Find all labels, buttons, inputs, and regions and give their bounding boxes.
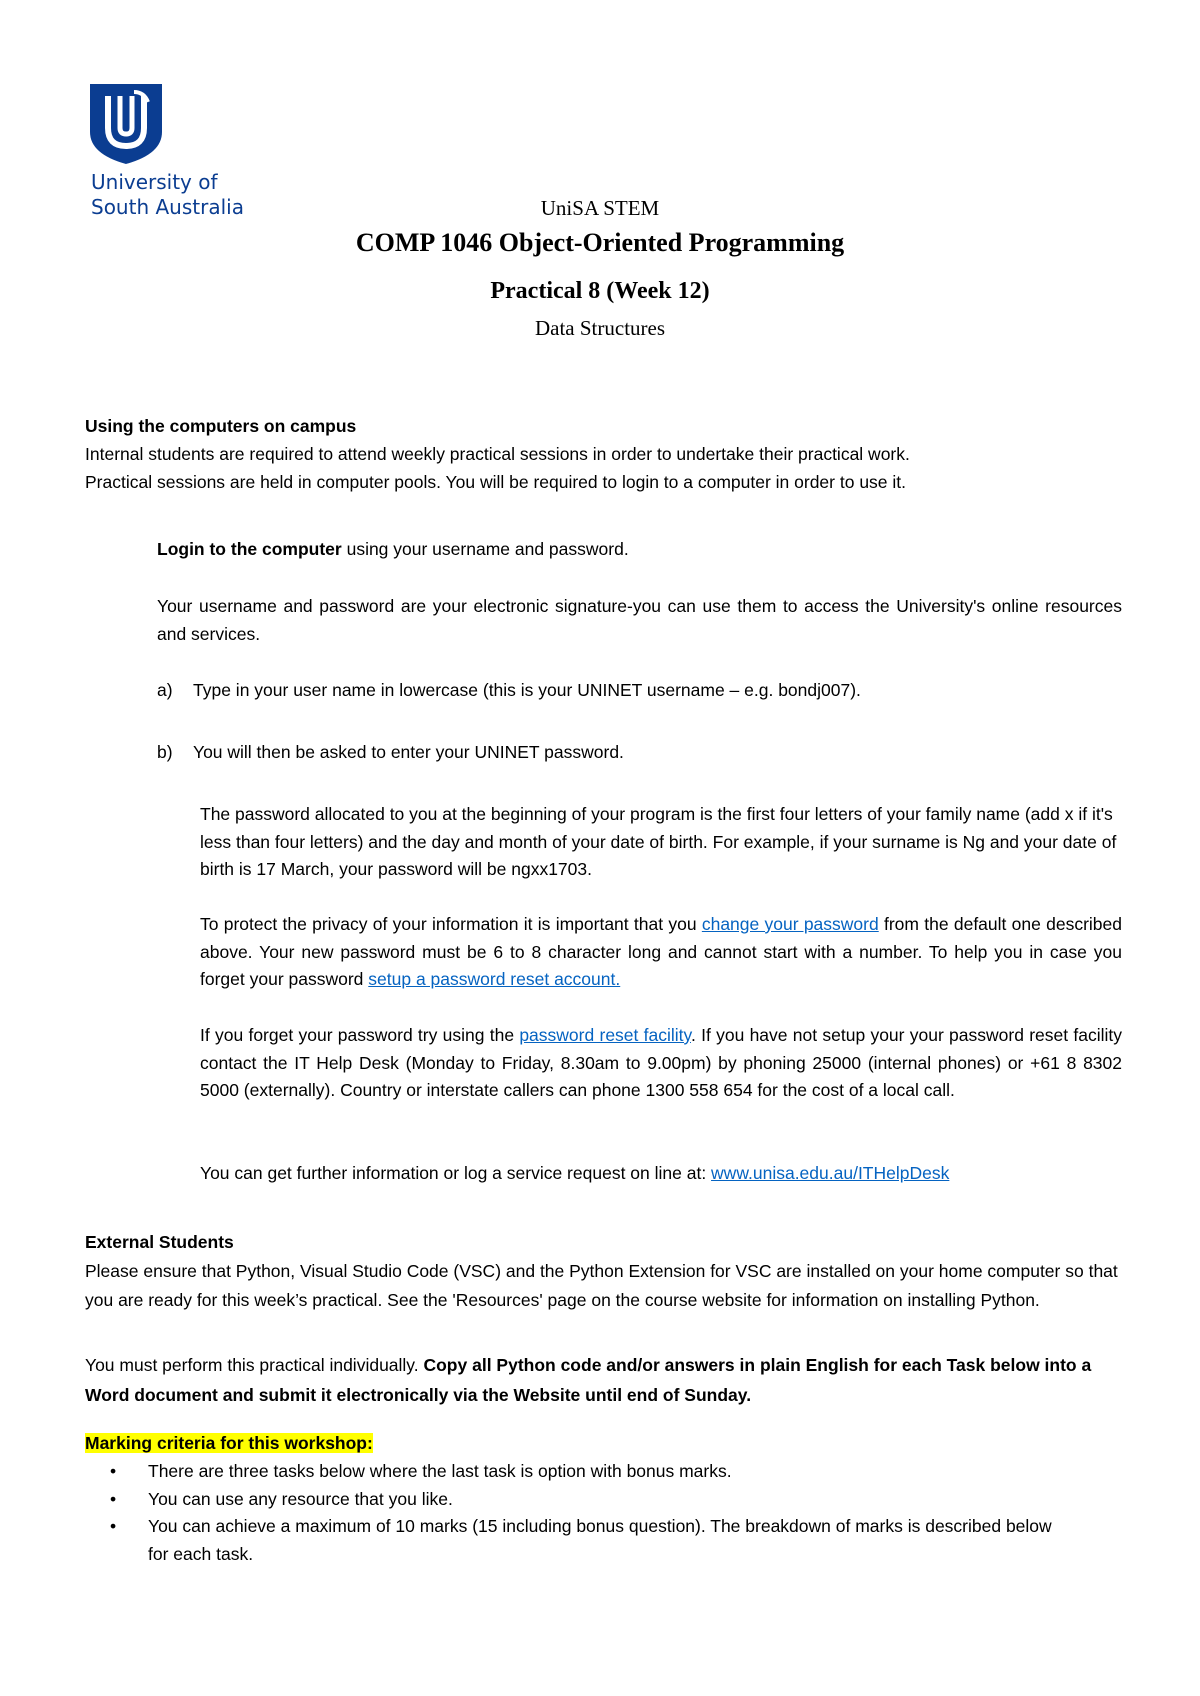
individual-text: You must perform this practical individually. <box>85 1355 424 1375</box>
practical-title: Practical 8 (Week 12) <box>490 278 710 304</box>
criteria-text: You can achieve a maximum of 10 marks (15 including bonus question). The breakdown of marks is described below for each task. <box>148 1516 1052 1564</box>
signature-paragraph: Your username and password are your electronic signature-you can use them to access the University's online resources and services. <box>157 596 1122 644</box>
it-helpdesk-link[interactable]: www.unisa.edu.au/ITHelpDesk <box>711 1163 950 1183</box>
external-body: Please ensure that Python, Visual Studio Code (VSC) and the Python Extension for VSC are installed on your home computer so that you are ready for this week’s practical. See the 'Resources' page on the course website for information on installing Python. <box>85 1261 1118 1310</box>
change-password-link[interactable]: change your password <box>701 914 879 934</box>
external-heading: External Students <box>85 1232 234 1252</box>
criteria-text: You can use any resource that you like. <box>148 1488 453 1509</box>
privacy-text-2: from the default one described above. Your new password must be 6 to 8 character long and cannot start with a number. To help you in case you forget your password <box>200 914 1122 989</box>
bullet-icon: • <box>110 1461 117 1481</box>
login-bold: Login to the computer <box>157 539 342 559</box>
password-reset-account-link[interactable]: setup a password reset account. <box>368 969 621 989</box>
campus-line-2: Practical sessions are held in computer pools. You will be required to login to a computer in order to use it. <box>85 472 907 492</box>
list-item <box>96 1513 1076 1568</box>
list-item <box>96 1458 1076 1486</box>
marking-criteria-list <box>96 1458 1076 1568</box>
marking-heading: Marking criteria for this workshop: <box>85 1433 373 1453</box>
campus-line-1: Internal students are required to attend weekly practical sessions in order to undertake their practical work. <box>85 444 910 464</box>
step-a <box>157 677 1122 705</box>
marking-heading-wrap <box>85 1430 373 1458</box>
forget-text-1: If you forget your password try using the <box>200 1025 520 1045</box>
step-b-text: You will then be asked to enter your UNINET password. <box>193 742 624 762</box>
privacy-paragraph <box>200 911 1122 994</box>
login-instruction <box>157 536 1107 564</box>
step-a-text: Type in your user name in lowercase (this is your UNINET username – e.g. bondj007). <box>193 680 861 700</box>
further-text: You can get further information or log a service request on line at: <box>200 1163 712 1183</box>
bullet-icon: • <box>110 1488 117 1509</box>
step-a-label: a) <box>157 680 173 700</box>
practical-subtitle: Data Structures <box>534 316 666 340</box>
campus-heading: Using the computers on campus <box>85 416 357 436</box>
criteria-text: There are three tasks below where the last task is option with bonus marks. <box>148 1461 732 1481</box>
further-info-line <box>200 1160 1122 1188</box>
logo-line-2: South Australia <box>91 195 244 219</box>
individual-instruction <box>85 1350 1135 1410</box>
unisa-shield-icon <box>90 84 162 164</box>
division-name: UniSA STEM <box>540 196 660 220</box>
privacy-text-1: To protect the privacy of your information it is important that you <box>200 914 702 934</box>
list-item <box>96 1486 1076 1514</box>
logo-line-1: University of <box>91 170 218 194</box>
submission-instruction: Copy all Python code and/or answers in plain English for each Task below into a Word document and submit it electronically via the Website until end of Sunday. <box>85 1355 1092 1405</box>
course-title: COMP 1046 Object-Oriented Programming <box>355 228 845 257</box>
step-b <box>157 739 1122 767</box>
forget-password-paragraph <box>200 1022 1122 1105</box>
bullet-icon: • <box>110 1516 117 1536</box>
forget-text-2: . If you have not setup your your password reset facility contact the IT Help Desk (Monday to Friday, 8.30am to 9.00pm) by phoning 25000 (internal phones) or +61 8 8302 5000 (externally). Country or interstate callers can phone 1300 558 654 for the cost of a local call. <box>200 1025 1122 1100</box>
password-reset-facility-link[interactable]: password reset facility <box>519 1025 691 1045</box>
password-info-paragraph: The password allocated to you at the beginning of your program is the first four letters of your family name (add x if it's less than four letters) and the day and month of your date of birth. For example, if your surname is Ng and your date of birth is 17 March, your password will be ngxx1703. <box>200 804 1117 879</box>
login-rest: using your username and password. <box>341 539 629 559</box>
step-b-label: b) <box>157 742 173 762</box>
